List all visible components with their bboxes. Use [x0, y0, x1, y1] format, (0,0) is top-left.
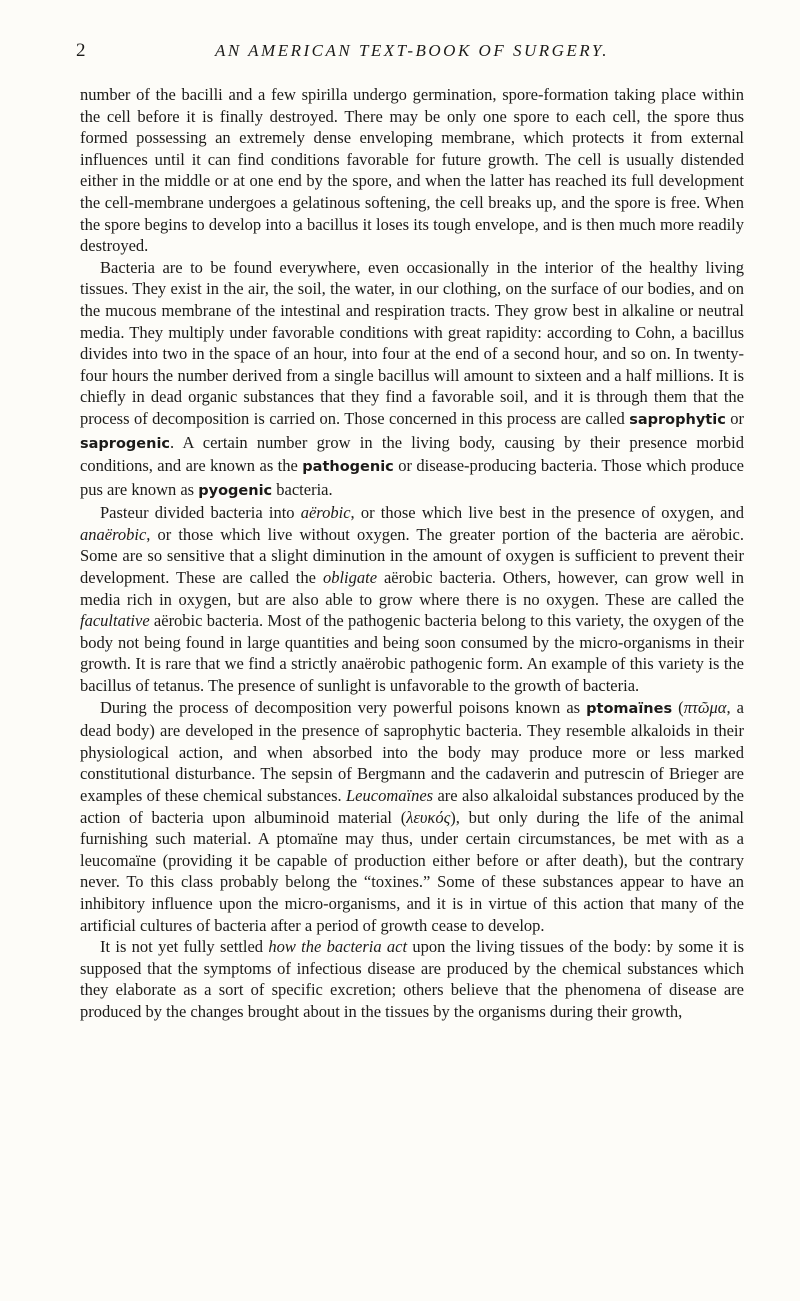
paragraph-aerobic-anaerobic	[80, 502, 744, 696]
text-run: ), but only during the life of the animal furnishing such material. A ptomaïne may thus, under certain circumstances, be met with as a leucomaïne (providing it be capable of production either before or after death), but the contrary never. To this class probably belong the “toxines.” Some of these substances appear to have an inhibitory influence upon the micro-organisms, and it is in virtue of this action that many of the artificial cultures of bacteria after a period of growth cease to develop.	[80, 807, 744, 935]
body-text	[80, 84, 744, 1023]
text-run: Pasteur divided bacteria into	[100, 503, 301, 523]
text-run: (	[672, 697, 684, 717]
text-run: or disease-producing bacteria. Those which produce pus are known as	[80, 456, 744, 499]
term-pyogenic: pyogenic	[198, 482, 273, 499]
book-page	[76, 40, 745, 1023]
term-anaerobic: anaërobic	[80, 524, 147, 544]
term-obligate: obligate	[322, 568, 378, 588]
page-number: 2	[76, 40, 86, 61]
greek-word-leukos: λευκός	[406, 807, 451, 827]
text-run: It is not yet fully settled	[100, 937, 269, 957]
greek-word-ptoma: πτῶμα	[683, 697, 727, 717]
text-run: During the process of decomposition very powerful poisons known as	[100, 697, 587, 717]
text-run: number of the bacilli and a few spirilla undergo germination, spore-formation taking place within the cell before it is finally destroyed. There may be only one spore to each cell, the spore thus formed possessing an extremely dense enveloping membrane, which protects it from external influences until it can find conditions favorable for future growth. The cell is usually distended either in the middle or at one end by the spore, and when the latter has reached its full development the cell-membrane undergoes a gelatinous softening, the cell breaks up, and the spore is free. When the spore begins to develop into a bacillus it loses its tough envelope, and is then much more readily destroyed.	[80, 85, 744, 256]
paragraph-bacteria-distribution	[80, 257, 744, 503]
paragraph-ptomaines	[80, 697, 744, 937]
term-saprogenic: saprogenic	[80, 435, 171, 452]
term-pathogenic: pathogenic	[302, 459, 394, 476]
term-aerobic: aërobic	[300, 503, 351, 523]
running-title: AN AMERICAN TEXT-BOOK OF SURGERY.	[214, 41, 609, 60]
text-run: Bacteria are to be found everywhere, even occasionally in the interior of the healthy living tissues. They exist in the air, the soil, the water, in our clothing, on the surface of our bodies, and on the mucous membrane of the intestinal and respiration tracts. They grow best in alkaline or neutral media. They multiply under favorable conditions with great rapidity: according to Cohn, a bacillus divides into two in the space of an hour, into four at the end of a second hour, and so on. In twenty-four hours the number derived from a single bacillus will amount to sixteen and a half millions. It is chiefly in dead organic substances that they find a favorable soil, and it is through them that the process of decomposition is carried on. Those concerned in this process are called	[80, 257, 744, 428]
text-run: bacteria.	[272, 479, 333, 499]
text-run: or	[725, 408, 744, 428]
text-run: , or those which live best in the presence of oxygen, and	[350, 503, 744, 523]
text-run: , a dead body) are developed in the presence of saprophytic bacteria. They resemble alkaloids in their physiological action, and when absorbed into the body may produce more or less marked constitutional disturbance. The sepsin of Bergmann and the cadaverin and putrescin of Brieger are examples of these chemical substances.	[80, 697, 744, 805]
text-run: are also alkaloidal substances produced by the action of bacteria upon albuminoid material (	[80, 786, 744, 827]
term-leucomaines: Leucomaïnes	[346, 786, 434, 805]
text-run: aërobic bacteria. Most of the pathogenic bacteria belong to this variety, the oxygen of the body not being found in large quantities and being soon consumed by the micro-organisms in their growth. It is rare that we find a strictly anaërobic pathogenic form. An example of this variety is the bacillus of tetanus. The presence of sunlight is unfavorable to the growth of bacteria.	[80, 611, 744, 696]
text-run: , or those which live without oxygen. The greater portion of the bacteria are aërobic. Some are so sensitive that a slight diminution in the amount of oxygen is sufficient to prevent their development. These are called the	[80, 524, 744, 588]
term-ptomaines: ptomaïnes	[586, 700, 673, 717]
paragraph-bacteria-action	[80, 936, 744, 1022]
term-saprophytic: saprophytic	[629, 411, 726, 428]
text-run: upon the living tissues of the body: by some it is supposed that the symptoms of infectious disease are produced by the chemical substances which they elaborate as a sort of specific excretion; others believe that the phenomena of disease are produced by the changes brought about in the tissues by the organisms during their growth,	[80, 937, 745, 1021]
running-head	[76, 40, 744, 66]
text-run: . A certain number grow in the living body, causing by their presence morbid conditions, and are known as the	[80, 432, 744, 476]
text-run: aërobic bacteria. Others, however, can grow well in media rich in oxygen, but are also able to grow where there is no oxygen. These are called the	[80, 568, 744, 609]
paragraph-spore-formation	[80, 84, 744, 257]
phrase-how-bacteria-act: how the bacteria act	[268, 937, 408, 957]
term-facultative: facultative	[80, 611, 150, 631]
